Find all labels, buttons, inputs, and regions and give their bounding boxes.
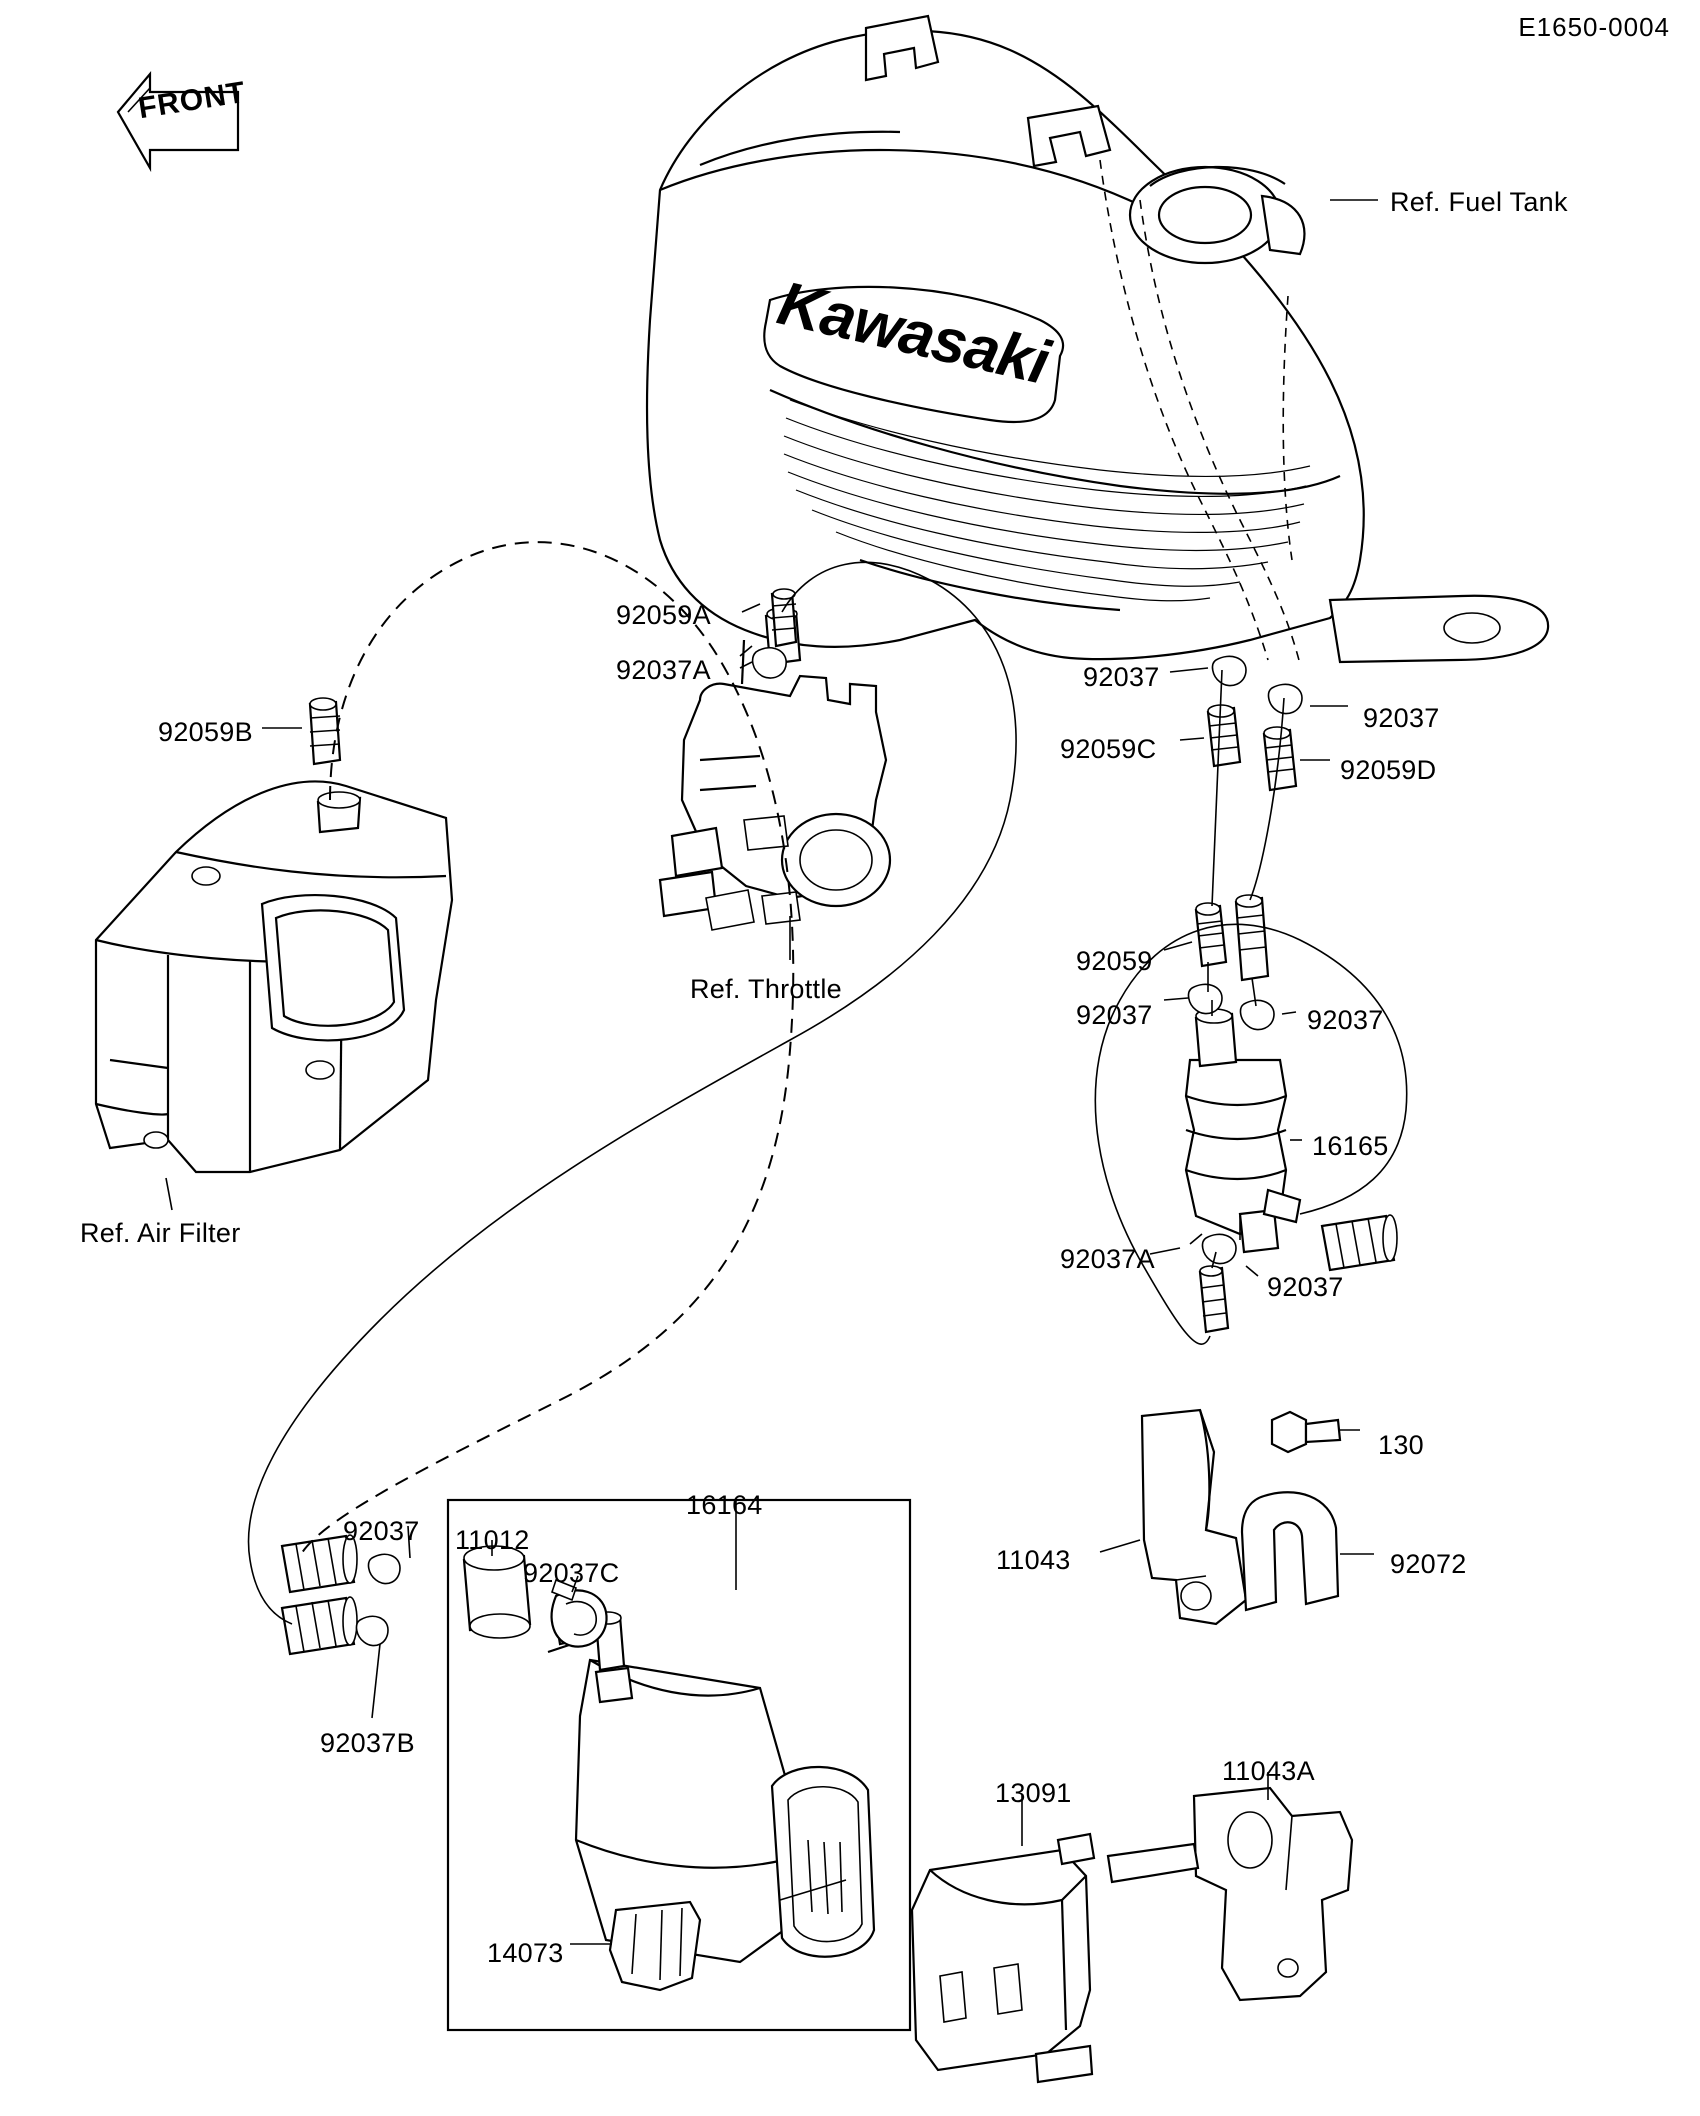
label-92037-mid-left: 92037	[1076, 1000, 1153, 1030]
drawing-code: E1650-0004	[1518, 12, 1670, 42]
canister-illustration	[548, 1612, 874, 1962]
hose-92037-canister-lower	[282, 1597, 357, 1654]
front-direction-badge	[112, 62, 249, 154]
clip-92037-mid-right	[1241, 1000, 1274, 1029]
ref-throttle-label: Ref. Throttle	[690, 974, 842, 1004]
part-13091-illustration	[912, 1834, 1094, 2082]
label-11043A: 11043A	[1222, 1756, 1315, 1786]
label-13091: 13091	[995, 1778, 1072, 1808]
bracket-11043A-illustration	[1108, 1788, 1352, 2000]
label-16165: 16165	[1312, 1131, 1389, 1161]
tank-brand-wordmark: Kawasaki	[771, 268, 1055, 398]
label-92072: 92072	[1390, 1549, 1467, 1579]
ref-fuel-tank-label: Ref. Fuel Tank	[1390, 187, 1568, 217]
front-badge-label: FRONT	[136, 75, 249, 126]
label-92037-tank-right: 92037	[1363, 703, 1440, 733]
label-92037B: 92037B	[320, 1728, 415, 1758]
label-14073: 14073	[487, 1938, 564, 1968]
hose-92059-mid	[1196, 895, 1268, 980]
label-92037-mid-right: 92037	[1307, 1005, 1384, 1035]
bolt-130-illustration	[1272, 1412, 1340, 1452]
hose-92059C	[1208, 705, 1240, 766]
label-92059B: 92059B	[158, 717, 253, 747]
label-92037-lower: 92037	[1267, 1272, 1344, 1302]
label-92059C: 92059C	[1060, 734, 1157, 764]
label-11012: 11012	[455, 1525, 530, 1555]
bracket-11043-illustration	[1142, 1410, 1246, 1624]
ref-air-filter-label: Ref. Air Filter	[80, 1218, 241, 1248]
label-130: 130	[1378, 1430, 1424, 1460]
clip-92037B	[357, 1616, 388, 1645]
label-16164: 16164	[686, 1490, 763, 1520]
label-11043: 11043	[996, 1545, 1071, 1575]
label-92059D: 92059D	[1340, 755, 1437, 785]
label-92037A-top: 92037A	[616, 655, 711, 685]
clip-92037-canister	[369, 1554, 400, 1583]
separator-illustration	[464, 1546, 530, 1638]
hose-right-of-filter	[1322, 1215, 1397, 1270]
hose-92059D	[1264, 727, 1296, 790]
clip-92037A-top	[740, 646, 786, 678]
clip-92037A-lower	[1190, 1234, 1236, 1264]
label-92037A-lower: 92037A	[1060, 1244, 1155, 1274]
hose-92059B	[310, 698, 340, 764]
hose-lower-vertical	[1200, 1266, 1228, 1332]
bracket-14073-illustration	[610, 1902, 700, 1990]
label-92059A: 92059A	[616, 600, 711, 630]
clamp-92037C-illustration	[552, 1580, 607, 1647]
label-92037-canister: 92037	[343, 1516, 420, 1546]
clip-92037-tank-right	[1269, 684, 1302, 713]
label-92037-tank-left: 92037	[1083, 662, 1160, 692]
clip-92037-tank-left	[1213, 656, 1246, 685]
clip-92037-mid-left	[1189, 984, 1222, 1013]
label-92037C: 92037C	[523, 1558, 620, 1588]
fuel-filter-illustration	[1186, 1009, 1300, 1252]
label-92059: 92059	[1076, 946, 1153, 976]
air-filter-illustration	[96, 782, 452, 1172]
clamp-92072-illustration	[1242, 1492, 1338, 1610]
